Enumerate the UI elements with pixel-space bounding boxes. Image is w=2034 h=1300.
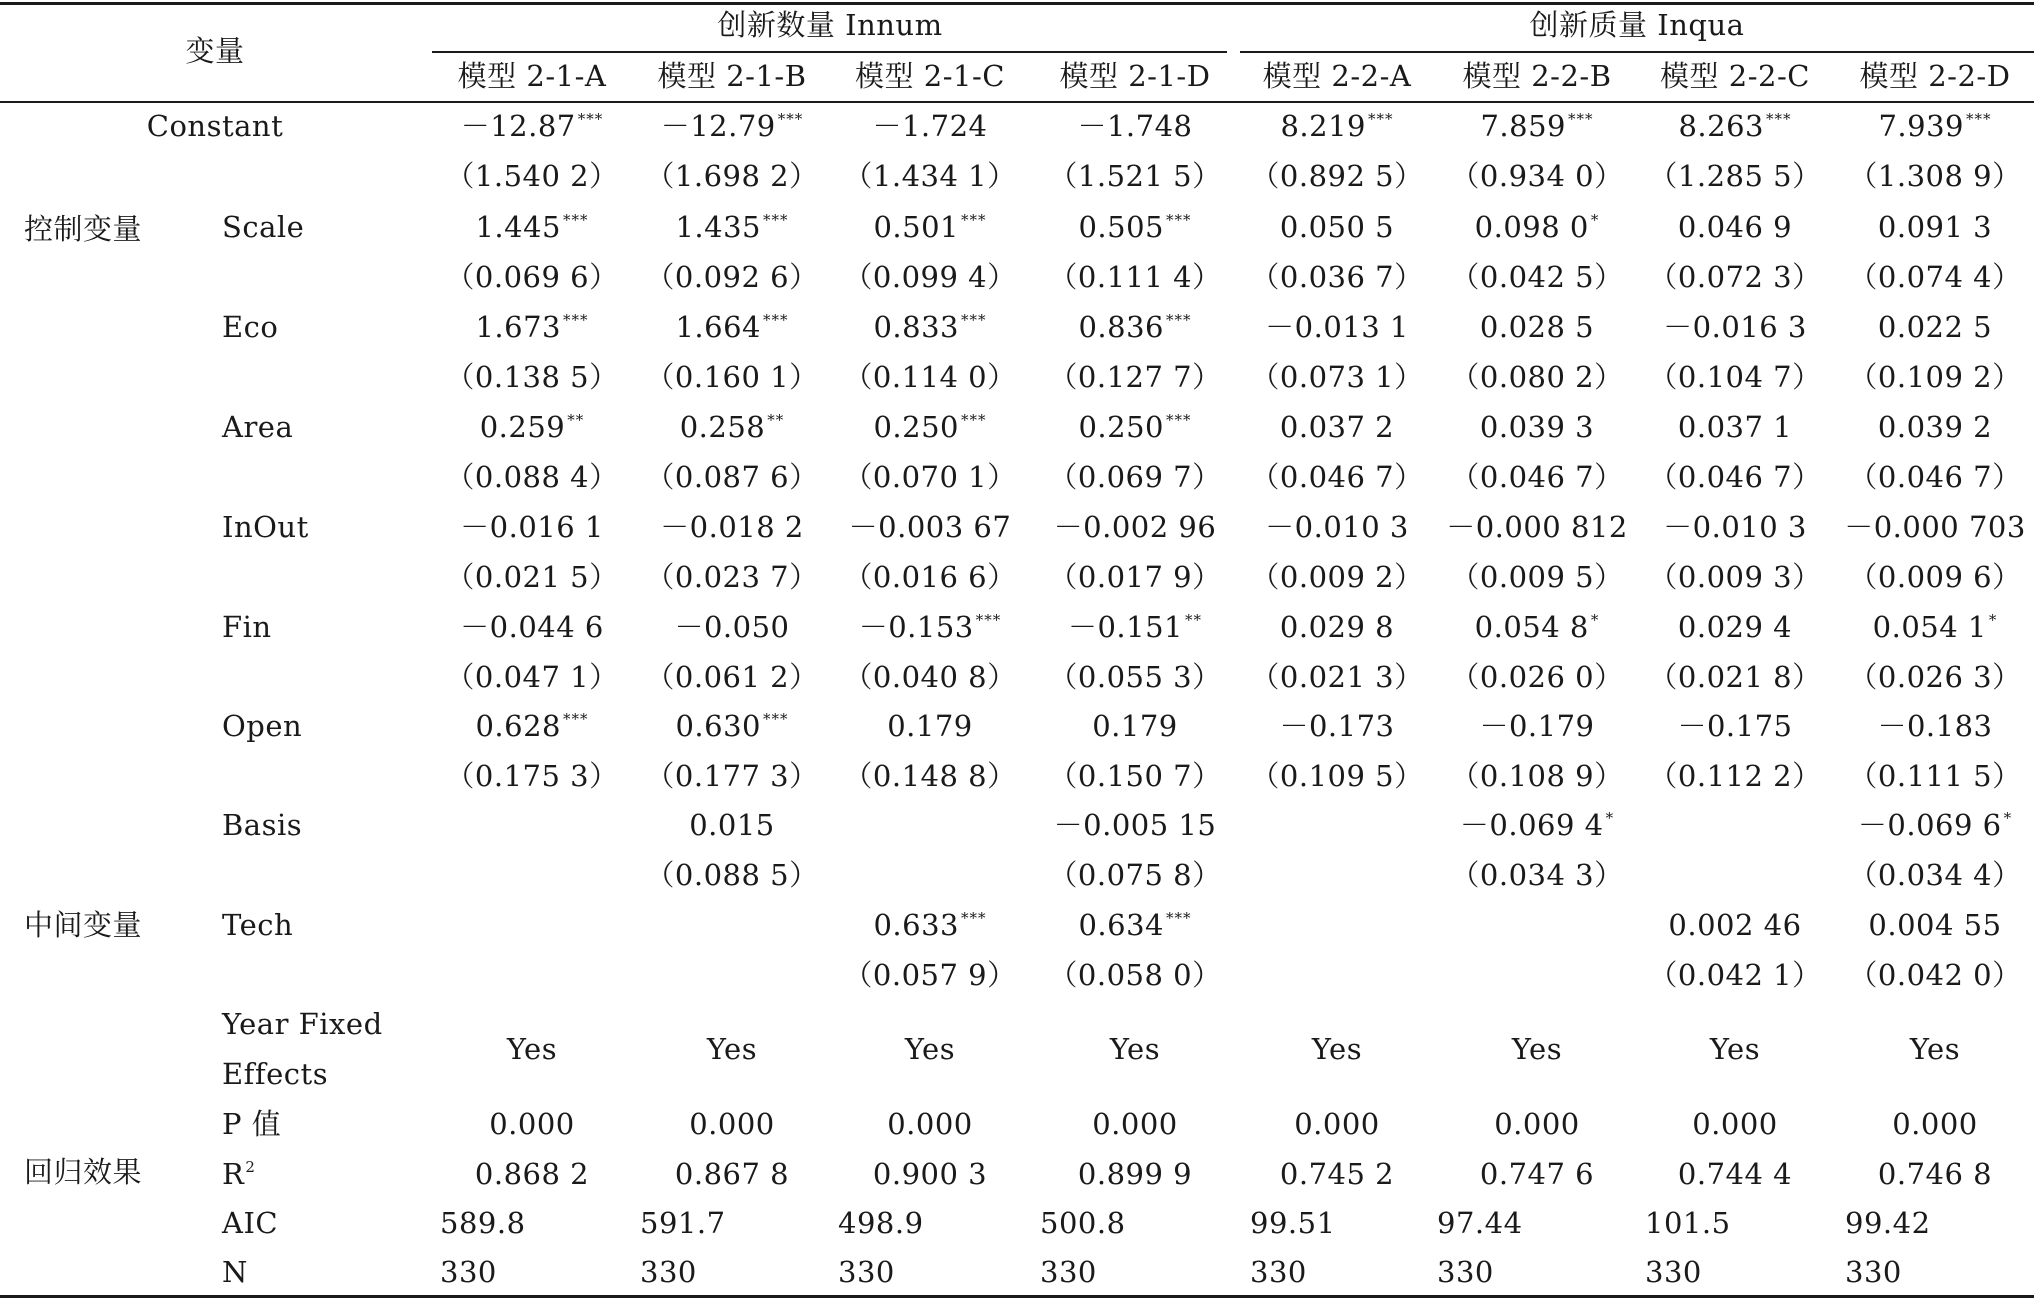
significance-stars: *** — [763, 211, 789, 229]
coefficient-value: 7.939 *** — [1878, 109, 1992, 143]
coefficient-value: 0.179 — [1092, 709, 1178, 743]
coefficient-value: －0.050 — [674, 610, 790, 644]
standard-error-value: （0.026 0） — [1450, 660, 1624, 694]
standard-error-value: （0.042 5） — [1450, 260, 1624, 294]
coefficient-value: －0.016 3 — [1663, 310, 1807, 344]
standard-error-value: （0.177 3） — [645, 759, 819, 793]
row-label: Fin — [222, 610, 272, 644]
standard-error-value: （0.057 9） — [843, 958, 1017, 992]
n-value: 330 — [1437, 1255, 1494, 1289]
r-squared-value: 0.744 4 — [1677, 1157, 1793, 1191]
row-label: Area — [222, 410, 294, 444]
pvalue-value: 0.000 — [1892, 1107, 1978, 1141]
standard-error-value: （0.021 3） — [1250, 660, 1424, 694]
coefficient-value: 0.029 4 — [1677, 610, 1793, 644]
standard-error-value: （0.040 8） — [843, 660, 1017, 694]
pvalue-value: 0.000 — [1294, 1107, 1380, 1141]
coefficient-value: －0.003 67 — [848, 510, 1012, 544]
standard-error-value: （0.088 4） — [445, 460, 619, 494]
pvalue-value: 0.000 — [489, 1107, 575, 1141]
coefficient-value: 0.022 5 — [1877, 310, 1993, 344]
section-label-regression: 回归效果 — [24, 1155, 143, 1189]
coefficient-value: 0.015 — [689, 808, 775, 842]
aic-value: 97.44 — [1437, 1206, 1523, 1240]
standard-error-value: （0.026 3） — [1848, 660, 2022, 694]
row-label: Tech — [222, 908, 294, 942]
coefficient-value: －12.79 *** — [660, 109, 804, 143]
r-squared-value: 0.868 2 — [474, 1157, 590, 1191]
standard-error-value: （0.111 4） — [1048, 260, 1222, 294]
significance-stars: * — [2003, 809, 2013, 827]
row-label: Open — [222, 709, 303, 743]
standard-error-value: （0.075 8） — [1048, 858, 1222, 892]
standard-error-value: （1.434 1） — [843, 159, 1017, 193]
coefficient-value: －0.069 4 * — [1459, 808, 1615, 842]
section-label-control: 控制变量 — [24, 212, 143, 246]
aic-value: 101.5 — [1645, 1206, 1731, 1240]
aic-value: 99.51 — [1250, 1206, 1336, 1240]
variable-header: 变量 — [185, 34, 245, 68]
standard-error-value: （0.892 5） — [1250, 159, 1424, 193]
standard-error-value: （0.099 4） — [843, 260, 1017, 294]
pvalue-value: 0.000 — [689, 1107, 775, 1141]
coefficient-value: －0.173 — [1279, 709, 1395, 743]
standard-error-value: （0.009 2） — [1250, 560, 1424, 594]
model-header: 模型 2-1-C — [855, 59, 1005, 93]
significance-stars: *** — [1766, 110, 1792, 128]
coefficient-value: －1.748 — [1077, 109, 1193, 143]
standard-error-value: （0.034 3） — [1450, 858, 1624, 892]
significance-stars: *** — [763, 311, 789, 329]
coefficient-value: 0.501 *** — [873, 210, 987, 244]
coefficient-value: －0.179 — [1479, 709, 1595, 743]
coefficient-value: －0.018 2 — [660, 510, 804, 544]
fixed-effects-value: Yes — [506, 1032, 558, 1066]
pvalue-label: P 值 — [222, 1107, 282, 1141]
coefficient-value: 0.250 *** — [1078, 410, 1192, 444]
n-value: 330 — [1040, 1255, 1097, 1289]
coefficient-value: 0.039 2 — [1877, 410, 1993, 444]
coefficient-value: 0.002 46 — [1668, 908, 1802, 942]
standard-error-value: （0.069 7） — [1048, 460, 1222, 494]
significance-stars: * — [1590, 211, 1600, 229]
n-label: N — [222, 1255, 248, 1289]
coefficient-value: －0.010 3 — [1265, 510, 1409, 544]
standard-error-value: （0.112 2） — [1648, 759, 1822, 793]
coefficient-value: 0.836 *** — [1078, 310, 1192, 344]
model-header: 模型 2-2-A — [1262, 59, 1412, 93]
model-header: 模型 2-2-B — [1462, 59, 1612, 93]
significance-stars: ** — [767, 411, 785, 429]
row-label: InOut — [222, 510, 309, 544]
coefficient-value: 0.258 ** — [679, 410, 785, 444]
coefficient-value: 0.630 *** — [675, 709, 789, 743]
significance-stars: *** — [563, 211, 589, 229]
standard-error-value: （0.111 5） — [1848, 759, 2022, 793]
n-value: 330 — [1845, 1255, 1902, 1289]
coefficient-value: 0.833 *** — [873, 310, 987, 344]
bottom-rule — [0, 1295, 2034, 1298]
coefficient-value: 0.633 *** — [873, 908, 987, 942]
coefficient-value: 0.259 ** — [479, 410, 585, 444]
pvalue-value: 0.000 — [887, 1107, 973, 1141]
standard-error-value: （0.092 6） — [645, 260, 819, 294]
standard-error-value: （0.042 0） — [1848, 958, 2022, 992]
standard-error-value: （0.175 3） — [445, 759, 619, 793]
standard-error-value: （1.521 5） — [1048, 159, 1222, 193]
r-squared-value: 0.867 8 — [674, 1157, 790, 1191]
row-label: Constant — [146, 109, 284, 143]
standard-error-value: （0.114 0） — [843, 360, 1017, 394]
significance-stars: *** — [563, 311, 589, 329]
significance-stars: *** — [961, 311, 987, 329]
r-squared-superscript: 2 — [245, 1158, 256, 1176]
standard-error-value: （1.308 9） — [1848, 159, 2022, 193]
r-squared-value: 0.746 8 — [1877, 1157, 1993, 1191]
group-header-quantity: 创新数量 Innum — [717, 8, 943, 42]
coefficient-value: 1.435 *** — [675, 210, 789, 244]
fixed-effects-value: Yes — [1709, 1032, 1761, 1066]
standard-error-value: （0.047 1） — [445, 660, 619, 694]
n-value: 330 — [838, 1255, 895, 1289]
coefficient-value: 0.054 1 * — [1872, 610, 1998, 644]
coefficient-value: 0.634 *** — [1078, 908, 1192, 942]
coefficient-value: －0.151 ** — [1067, 610, 1203, 644]
aic-value: 589.8 — [440, 1206, 526, 1240]
standard-error-value: （0.127 7） — [1048, 360, 1222, 394]
fixed-effects-value: Yes — [1909, 1032, 1961, 1066]
significance-stars: *** — [1166, 909, 1192, 927]
r-squared-value: 0.900 3 — [872, 1157, 988, 1191]
model-header: 模型 2-2-C — [1660, 59, 1810, 93]
aic-value: 591.7 — [640, 1206, 726, 1240]
coefficient-value: 0.098 0 * — [1474, 210, 1600, 244]
coefficient-value: 8.219 *** — [1280, 109, 1394, 143]
significance-stars: * — [1605, 809, 1615, 827]
coefficient-value: 1.664 *** — [675, 310, 789, 344]
aic-value: 500.8 — [1040, 1206, 1126, 1240]
coefficient-value: 0.050 5 — [1279, 210, 1395, 244]
coefficient-value: 0.046 9 — [1677, 210, 1793, 244]
significance-stars: *** — [1368, 110, 1394, 128]
fixed-effects-value: Yes — [1311, 1032, 1363, 1066]
r-squared-label: $R^2$ — [222, 1157, 256, 1191]
standard-error-value: （0.073 1） — [1250, 360, 1424, 394]
n-value: 330 — [1645, 1255, 1702, 1289]
coefficient-value: 0.628 *** — [475, 709, 589, 743]
significance-stars: * — [1590, 611, 1600, 629]
standard-error-value: （0.109 2） — [1848, 360, 2022, 394]
section-label-mediator: 中间变量 — [24, 908, 143, 942]
coefficient-value: 0.029 8 — [1279, 610, 1395, 644]
quality-group-rule — [1240, 51, 2034, 53]
model-header: 模型 2-2-D — [1859, 59, 2011, 93]
coefficient-value: 0.505 *** — [1078, 210, 1192, 244]
significance-stars: *** — [577, 110, 604, 128]
significance-stars: *** — [1166, 211, 1192, 229]
aic-label: AIC — [222, 1206, 279, 1240]
significance-stars: * — [1988, 611, 1998, 629]
quantity-group-rule — [432, 51, 1227, 53]
row-label: Eco — [222, 310, 279, 344]
coefficient-value: －0.175 — [1677, 709, 1793, 743]
coefficient-value: －0.010 3 — [1663, 510, 1807, 544]
coefficient-value: 0.037 2 — [1279, 410, 1395, 444]
coefficient-value: －0.005 15 — [1053, 808, 1217, 842]
standard-error-value: （0.108 9） — [1450, 759, 1624, 793]
significance-stars: *** — [763, 710, 789, 728]
coefficient-value: 0.179 — [887, 709, 973, 743]
standard-error-value: （0.148 8） — [843, 759, 1017, 793]
standard-error-value: （0.009 6） — [1848, 560, 2022, 594]
standard-error-value: （0.046 7） — [1250, 460, 1424, 494]
coefficient-value: －0.000 812 — [1446, 510, 1628, 544]
significance-stars: *** — [961, 211, 987, 229]
fixed-effects-value: Yes — [1511, 1032, 1563, 1066]
n-value: 330 — [440, 1255, 497, 1289]
aic-value: 99.42 — [1845, 1206, 1931, 1240]
fixed-effects-value: Yes — [1109, 1032, 1161, 1066]
significance-stars: *** — [1166, 411, 1192, 429]
standard-error-value: （0.042 1） — [1648, 958, 1822, 992]
significance-stars: *** — [1966, 110, 1992, 128]
coefficient-value: 0.054 8 * — [1474, 610, 1600, 644]
standard-error-value: （0.055 3） — [1048, 660, 1222, 694]
standard-error-value: （0.109 5） — [1250, 759, 1424, 793]
standard-error-value: （0.069 6） — [445, 260, 619, 294]
standard-error-value: （0.088 5） — [645, 858, 819, 892]
standard-error-value: （0.046 7） — [1450, 460, 1624, 494]
r-squared-value: 0.747 6 — [1479, 1157, 1595, 1191]
standard-error-value: （0.016 6） — [843, 560, 1017, 594]
significance-stars: ** — [1185, 611, 1203, 629]
coefficient-value: 1.673 *** — [475, 310, 589, 344]
coefficient-value: －12.87 *** — [460, 109, 604, 143]
coefficient-value: －0.000 703 — [1844, 510, 2026, 544]
pvalue-value: 0.000 — [1092, 1107, 1178, 1141]
n-value: 330 — [1250, 1255, 1307, 1289]
standard-error-value: （0.080 2） — [1450, 360, 1624, 394]
coefficient-value: －0.183 — [1877, 709, 1993, 743]
standard-error-value: （0.046 7） — [1648, 460, 1822, 494]
significance-stars: *** — [1166, 311, 1192, 329]
coefficient-value: －0.013 1 — [1265, 310, 1409, 344]
coefficient-value: －0.153 *** — [858, 610, 1002, 644]
standard-error-value: （0.017 9） — [1048, 560, 1222, 594]
aic-value: 498.9 — [838, 1206, 924, 1240]
significance-stars: *** — [777, 110, 804, 128]
standard-error-value: （1.698 2） — [645, 159, 819, 193]
standard-error-value: （0.009 5） — [1450, 560, 1624, 594]
standard-error-value: （0.074 4） — [1848, 260, 2022, 294]
significance-stars: *** — [1568, 110, 1594, 128]
coefficient-value: 1.445 *** — [475, 210, 589, 244]
n-value: 330 — [640, 1255, 697, 1289]
coefficient-value: －0.069 6 * — [1857, 808, 2013, 842]
coefficient-value: 0.039 3 — [1479, 410, 1595, 444]
standard-error-value: （0.036 7） — [1250, 260, 1424, 294]
pvalue-value: 0.000 — [1494, 1107, 1580, 1141]
r-squared-value: 0.745 2 — [1279, 1157, 1395, 1191]
standard-error-value: （0.104 7） — [1648, 360, 1822, 394]
coefficient-value: 0.037 1 — [1677, 410, 1793, 444]
standard-error-value: （0.061 2） — [645, 660, 819, 694]
coefficient-value: 8.263 *** — [1678, 109, 1792, 143]
coefficient-value: －0.016 1 — [460, 510, 604, 544]
standard-error-value: （0.160 1） — [645, 360, 819, 394]
significance-stars: *** — [563, 710, 589, 728]
pvalue-value: 0.000 — [1692, 1107, 1778, 1141]
model-header: 模型 2-1-B — [657, 59, 807, 93]
row-label: Scale — [222, 210, 305, 244]
row-label: Basis — [222, 808, 303, 842]
r-squared-value: 0.899 9 — [1077, 1157, 1193, 1191]
coefficient-value: 0.250 *** — [873, 410, 987, 444]
header-rule — [0, 101, 2034, 103]
standard-error-value: （0.046 7） — [1848, 460, 2022, 494]
coefficient-value: 0.004 55 — [1868, 908, 2002, 942]
group-header-quality: 创新质量 Inqua — [1529, 8, 1745, 42]
standard-error-value: （0.070 1） — [843, 460, 1017, 494]
coefficient-value: 0.091 3 — [1877, 210, 1993, 244]
coefficient-value: －1.724 — [872, 109, 988, 143]
fixed-effects-label: Year Fixed — [222, 1007, 383, 1041]
standard-error-value: （0.023 7） — [645, 560, 819, 594]
significance-stars: *** — [961, 909, 987, 927]
fixed-effects-label: Effects — [222, 1057, 329, 1091]
standard-error-value: （0.087 6） — [645, 460, 819, 494]
standard-error-value: （0.150 7） — [1048, 759, 1222, 793]
model-header: 模型 2-1-A — [457, 59, 607, 93]
fixed-effects-value: Yes — [706, 1032, 758, 1066]
standard-error-value: （0.009 3） — [1648, 560, 1822, 594]
standard-error-value: （1.540 2） — [445, 159, 619, 193]
coefficient-value: 0.028 5 — [1479, 310, 1595, 344]
coefficient-value: －0.002 96 — [1053, 510, 1217, 544]
standard-error-value: （0.021 5） — [445, 560, 619, 594]
standard-error-value: （0.138 5） — [445, 360, 619, 394]
top-rule — [0, 2, 2034, 5]
fixed-effects-value: Yes — [904, 1032, 956, 1066]
standard-error-value: （1.285 5） — [1648, 159, 1822, 193]
significance-stars: *** — [961, 411, 987, 429]
standard-error-value: （0.021 8） — [1648, 660, 1822, 694]
standard-error-value: （0.058 0） — [1048, 958, 1222, 992]
model-header: 模型 2-1-D — [1059, 59, 1211, 93]
significance-stars: ** — [567, 411, 585, 429]
standard-error-value: （0.034 4） — [1848, 858, 2022, 892]
significance-stars: *** — [975, 611, 1002, 629]
standard-error-value: （0.934 0） — [1450, 159, 1624, 193]
coefficient-value: －0.044 6 — [460, 610, 604, 644]
standard-error-value: （0.072 3） — [1648, 260, 1822, 294]
coefficient-value: 7.859 *** — [1480, 109, 1594, 143]
